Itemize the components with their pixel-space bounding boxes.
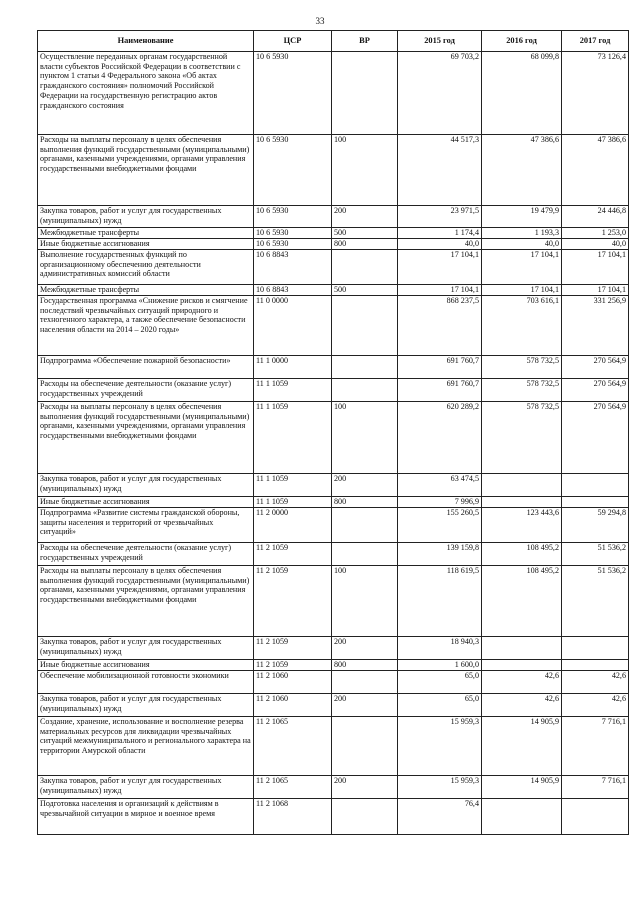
- table-row: [38, 566, 629, 637]
- row-csr: 11 1 1059: [254, 402, 332, 474]
- row-2016: 17 104,1: [482, 250, 562, 285]
- row-name: Закупка товаров, работ и услуг для государственных (муниципальных) нужд: [38, 474, 254, 497]
- row-csr: 11 1 1059: [254, 474, 332, 497]
- row-2016: 578 732,5: [482, 379, 562, 402]
- row-2016: [482, 660, 562, 671]
- row-name: Закупка товаров, работ и услуг для государственных (муниципальных) нужд: [38, 206, 254, 228]
- row-2017: 51 536,2: [562, 566, 629, 637]
- row-vr: [332, 508, 398, 543]
- row-2016: [482, 497, 562, 508]
- row-csr: 10 6 8843: [254, 285, 332, 296]
- row-2015: 118 619,5: [398, 566, 482, 637]
- row-csr: 11 1 1059: [254, 497, 332, 508]
- table-row: [38, 474, 629, 497]
- row-vr: [332, 543, 398, 566]
- row-name: Осуществление переданных органам государственной власти субъектов Российской Федерации в соответствии с пунктом 1 статьи 4 Федерального закона «Об актах гражданского состояния» полномочий Российской Федерации на государственную регистрацию актов гражданского состояния: [38, 52, 254, 135]
- row-2015: 155 260,5: [398, 508, 482, 543]
- row-csr: 11 2 1059: [254, 637, 332, 660]
- row-2016: 19 479,9: [482, 206, 562, 228]
- row-2016: 42,6: [482, 694, 562, 717]
- row-name: Подготовка населения и организаций к действиям в чрезвычайной ситуации в мирное и военное время: [38, 799, 254, 835]
- row-2016: 14 905,9: [482, 776, 562, 799]
- row-2016: [482, 799, 562, 835]
- row-2017: [562, 474, 629, 497]
- table-row: [38, 776, 629, 799]
- row-2015: 691 760,7: [398, 356, 482, 379]
- row-vr: 800: [332, 497, 398, 508]
- table-row: [38, 799, 629, 835]
- row-2015: 620 289,2: [398, 402, 482, 474]
- row-name: Создание, хранение, использование и восполнение резерва материальных ресурсов для ликвидации чрезвычайных ситуаций межмуниципального и регионального характера на территории Амурской области: [38, 717, 254, 776]
- table-row: [38, 379, 629, 402]
- row-vr: [332, 671, 398, 694]
- row-2016: 17 104,1: [482, 285, 562, 296]
- row-csr: 11 2 1065: [254, 776, 332, 799]
- row-2016: 578 732,5: [482, 356, 562, 379]
- row-2016: 42,6: [482, 671, 562, 694]
- row-2016: 14 905,9: [482, 717, 562, 776]
- row-csr: 10 6 5930: [254, 52, 332, 135]
- row-vr: 200: [332, 694, 398, 717]
- header-name: Наименование: [38, 31, 254, 52]
- row-vr: 800: [332, 660, 398, 671]
- row-csr: 11 0 0000: [254, 296, 332, 356]
- row-2015: 1 600,0: [398, 660, 482, 671]
- row-vr: 500: [332, 228, 398, 239]
- row-csr: 11 1 1059: [254, 379, 332, 402]
- row-2015: 1 174,4: [398, 228, 482, 239]
- table-row: [38, 239, 629, 250]
- row-2016: 108 495,2: [482, 566, 562, 637]
- row-2015: 69 703,2: [398, 52, 482, 135]
- row-vr: 200: [332, 637, 398, 660]
- row-2017: [562, 497, 629, 508]
- row-2017: 17 104,1: [562, 285, 629, 296]
- row-2017: 270 564,9: [562, 356, 629, 379]
- row-2015: 691 760,7: [398, 379, 482, 402]
- row-2015: 40,0: [398, 239, 482, 250]
- row-csr: 11 2 1060: [254, 671, 332, 694]
- row-2016: [482, 474, 562, 497]
- row-2017: 270 564,9: [562, 402, 629, 474]
- row-csr: 10 6 5930: [254, 239, 332, 250]
- row-2017: [562, 799, 629, 835]
- budget-table: [37, 30, 629, 835]
- row-2017: 7 716,1: [562, 717, 629, 776]
- header-2015: 2015 год: [398, 31, 482, 52]
- row-2015: 868 237,5: [398, 296, 482, 356]
- row-vr: 200: [332, 206, 398, 228]
- row-2016: 40,0: [482, 239, 562, 250]
- row-2017: 1 253,0: [562, 228, 629, 239]
- page-number: 33: [315, 16, 325, 26]
- row-2017: 24 446,8: [562, 206, 629, 228]
- table-row: [38, 296, 629, 356]
- row-2016: 123 443,6: [482, 508, 562, 543]
- row-csr: 11 2 1068: [254, 799, 332, 835]
- row-csr: 11 2 1060: [254, 694, 332, 717]
- row-csr: 11 2 1065: [254, 717, 332, 776]
- row-2015: 76,4: [398, 799, 482, 835]
- table-row: [38, 135, 629, 206]
- table-row: [38, 356, 629, 379]
- row-2015: 17 104,1: [398, 250, 482, 285]
- row-2015: 139 159,8: [398, 543, 482, 566]
- row-2016: 68 099,8: [482, 52, 562, 135]
- table-header-row: [38, 31, 629, 52]
- row-name: Расходы на выплаты персоналу в целях обеспечения выполнения функций государственными (муниципальными) органами, казенными учреждениями, органами управления государственными внебюджетными фондами: [38, 135, 254, 206]
- table-row: [38, 671, 629, 694]
- table-row: [38, 402, 629, 474]
- row-csr: 10 6 5930: [254, 228, 332, 239]
- row-csr: 10 6 5930: [254, 206, 332, 228]
- row-name: Межбюджетные трансферты: [38, 285, 254, 296]
- row-2016: 47 386,6: [482, 135, 562, 206]
- table-row: [38, 717, 629, 776]
- row-name: Подпрограмма «Обеспечение пожарной безопасности»: [38, 356, 254, 379]
- row-2017: 331 256,9: [562, 296, 629, 356]
- row-csr: 10 6 8843: [254, 250, 332, 285]
- row-name: Закупка товаров, работ и услуг для государственных (муниципальных) нужд: [38, 694, 254, 717]
- row-2016: [482, 637, 562, 660]
- row-2017: [562, 660, 629, 671]
- row-vr: 200: [332, 474, 398, 497]
- row-csr: 11 1 0000: [254, 356, 332, 379]
- header-2016: 2016 год: [482, 31, 562, 52]
- row-name: Расходы на выплаты персоналу в целях обеспечения выполнения функций государственными (муниципальными) органами, казенными учреждениями, органами управления государственными внебюджетными фондами: [38, 402, 254, 474]
- row-2015: 44 517,3: [398, 135, 482, 206]
- row-vr: [332, 250, 398, 285]
- row-vr: [332, 379, 398, 402]
- row-name: Иные бюджетные ассигнования: [38, 239, 254, 250]
- row-2016: 578 732,5: [482, 402, 562, 474]
- row-name: Закупка товаров, работ и услуг для государственных (муниципальных) нужд: [38, 776, 254, 799]
- row-2017: 42,6: [562, 694, 629, 717]
- row-2017: 51 536,2: [562, 543, 629, 566]
- table-row: [38, 250, 629, 285]
- row-csr: 11 2 1059: [254, 660, 332, 671]
- row-name: Подпрограмма «Развитие системы гражданской обороны, защиты населения и территорий от чрезвычайных ситуаций»: [38, 508, 254, 543]
- row-2017: 73 126,4: [562, 52, 629, 135]
- row-vr: 100: [332, 402, 398, 474]
- row-csr: 11 2 1059: [254, 543, 332, 566]
- row-name: Межбюджетные трансферты: [38, 228, 254, 239]
- row-vr: 100: [332, 135, 398, 206]
- row-vr: [332, 296, 398, 356]
- row-vr: [332, 717, 398, 776]
- table-row: [38, 228, 629, 239]
- row-name: Иные бюджетные ассигнования: [38, 660, 254, 671]
- row-2017: [562, 637, 629, 660]
- table-row: [38, 52, 629, 135]
- row-2015: 17 104,1: [398, 285, 482, 296]
- table-row: [38, 508, 629, 543]
- row-name: Выполнение государственных функций по организационному обеспечению деятельности административных комиссий области: [38, 250, 254, 285]
- row-2015: 15 959,3: [398, 717, 482, 776]
- row-2017: 40,0: [562, 239, 629, 250]
- row-name: Государственная программа «Снижение рисков и смягчение последствий чрезвычайных ситуаций природного и техногенного характера, а также обеспечение безопасности населения области на 2014 – 2020 годы»: [38, 296, 254, 356]
- row-2016: 108 495,2: [482, 543, 562, 566]
- row-name: Расходы на обеспечение деятельности (оказание услуг) государственных учреждений: [38, 543, 254, 566]
- table-row: [38, 694, 629, 717]
- table-row: [38, 543, 629, 566]
- row-name: Иные бюджетные ассигнования: [38, 497, 254, 508]
- row-csr: 11 2 0000: [254, 508, 332, 543]
- row-vr: 800: [332, 239, 398, 250]
- table-row: [38, 637, 629, 660]
- row-2017: 7 716,1: [562, 776, 629, 799]
- row-2015: 65,0: [398, 671, 482, 694]
- row-2015: 63 474,5: [398, 474, 482, 497]
- row-vr: 200: [332, 776, 398, 799]
- row-2015: 23 971,5: [398, 206, 482, 228]
- row-name: Закупка товаров, работ и услуг для государственных (муниципальных) нужд: [38, 637, 254, 660]
- row-2015: 7 996,9: [398, 497, 482, 508]
- table-row: [38, 497, 629, 508]
- row-2017: 42,6: [562, 671, 629, 694]
- row-csr: 10 6 5930: [254, 135, 332, 206]
- row-csr: 11 2 1059: [254, 566, 332, 637]
- header-2017: 2017 год: [562, 31, 629, 52]
- row-vr: 500: [332, 285, 398, 296]
- row-2017: 47 386,6: [562, 135, 629, 206]
- row-vr: [332, 799, 398, 835]
- table-row: [38, 206, 629, 228]
- row-2015: 18 940,3: [398, 637, 482, 660]
- row-vr: [332, 52, 398, 135]
- row-name: Расходы на выплаты персоналу в целях обеспечения выполнения функций государственными (муниципальными) органами, казенными учреждениями, органами управления государственными внебюджетными фондами: [38, 566, 254, 637]
- row-2016: 1 193,3: [482, 228, 562, 239]
- row-2017: 59 294,8: [562, 508, 629, 543]
- row-vr: [332, 356, 398, 379]
- row-2015: 15 959,3: [398, 776, 482, 799]
- row-2017: 17 104,1: [562, 250, 629, 285]
- header-vr: ВР: [332, 31, 398, 52]
- row-2016: 703 616,1: [482, 296, 562, 356]
- row-name: Обеспечение мобилизационной готовности экономики: [38, 671, 254, 694]
- row-2015: 65,0: [398, 694, 482, 717]
- row-vr: 100: [332, 566, 398, 637]
- row-name: Расходы на обеспечение деятельности (оказание услуг) государственных учреждений: [38, 379, 254, 402]
- row-2017: 270 564,9: [562, 379, 629, 402]
- table-row: [38, 660, 629, 671]
- table-row: [38, 285, 629, 296]
- header-csr: ЦСР: [254, 31, 332, 52]
